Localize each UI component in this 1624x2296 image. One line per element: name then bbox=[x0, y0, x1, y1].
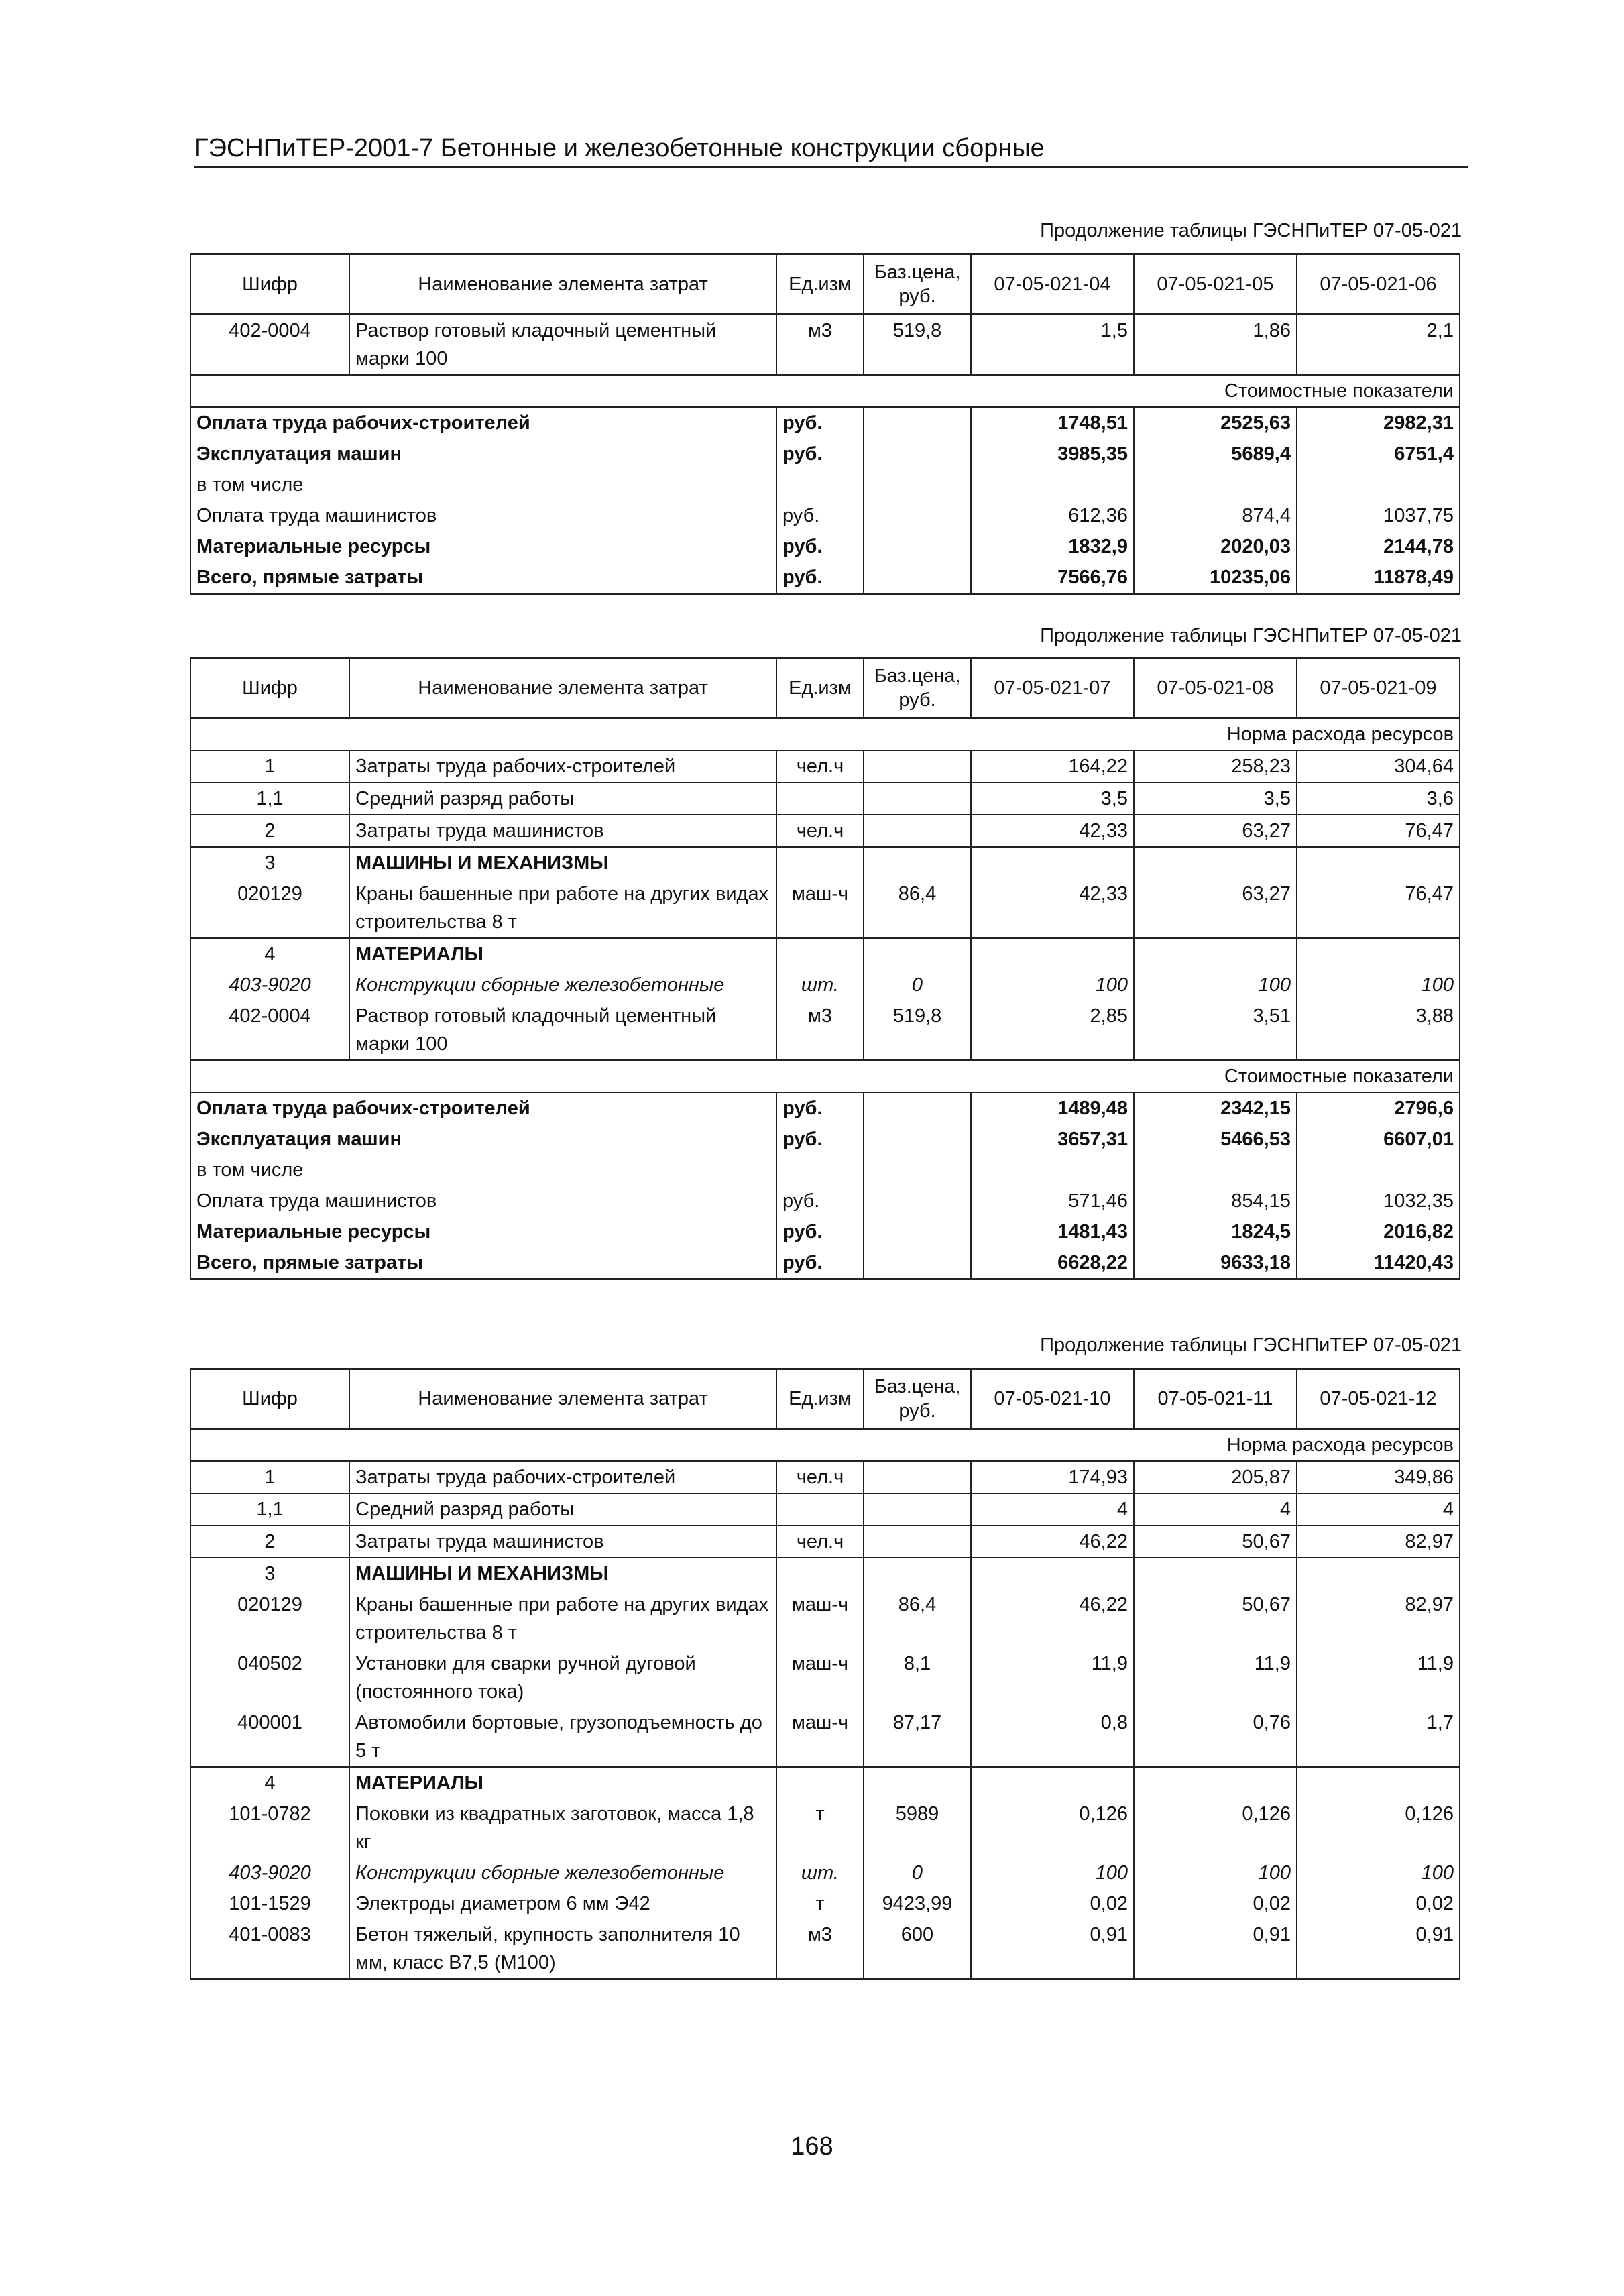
resource-row bbox=[190, 1919, 1460, 1979]
resource-code: 020129 bbox=[190, 1589, 349, 1648]
resource-row bbox=[190, 1526, 1460, 1558]
cost-price bbox=[864, 1186, 971, 1216]
cost-value: 6628,22 bbox=[971, 1247, 1134, 1279]
cost-value: 2525,63 bbox=[1134, 407, 1297, 439]
col-header-unit: Ед.изм bbox=[776, 255, 864, 314]
cost-unit: руб. bbox=[776, 1216, 864, 1247]
resource-name: Раствор готовый кладочный цементный марки 100 bbox=[349, 314, 776, 376]
resource-price: 519,8 bbox=[864, 1000, 971, 1060]
cost-label: Стоимостные показатели bbox=[190, 375, 1460, 407]
resource-code: 101-0782 bbox=[190, 1798, 349, 1857]
resource-code: 400001 bbox=[190, 1707, 349, 1767]
resource-code: 401-0083 bbox=[190, 1919, 349, 1979]
cost-price bbox=[864, 1155, 971, 1186]
cost-value: 1032,35 bbox=[1297, 1186, 1460, 1216]
cost-value bbox=[1297, 1155, 1460, 1186]
cost-value bbox=[1297, 469, 1460, 500]
resource-value: 46,22 bbox=[971, 1526, 1134, 1558]
col-header-rate-code: 07-05-021-11 bbox=[1134, 1369, 1297, 1429]
cost-value: 11420,43 bbox=[1297, 1247, 1460, 1279]
resource-name: Краны башенные при работе на других видах строительства 8 т bbox=[349, 878, 776, 938]
cost-value: 10235,06 bbox=[1134, 562, 1297, 594]
col-header-rate-code: 07-05-021-08 bbox=[1134, 658, 1297, 718]
cost-unit: руб. bbox=[776, 1186, 864, 1216]
cost-value: 2982,31 bbox=[1297, 407, 1460, 439]
col-header-price: Баз.цена, руб. bbox=[864, 658, 971, 718]
resource-value: 0,91 bbox=[1297, 1919, 1460, 1979]
resource-code: 1 bbox=[190, 750, 349, 783]
resource-price: 87,17 bbox=[864, 1707, 971, 1767]
resource-value bbox=[971, 847, 1134, 878]
resource-value: 100 bbox=[971, 970, 1134, 1000]
cost-value: 1748,51 bbox=[971, 407, 1134, 439]
resource-row bbox=[190, 1493, 1460, 1526]
resource-value: 100 bbox=[971, 1857, 1134, 1888]
resource-value: 304,64 bbox=[1297, 750, 1460, 783]
cost-row bbox=[190, 469, 1460, 500]
cost-unit: руб. bbox=[776, 407, 864, 439]
cost-name: Оплата труда рабочих-строителей bbox=[190, 1092, 776, 1124]
table2 bbox=[190, 657, 1460, 1280]
resource-unit: м3 bbox=[776, 1000, 864, 1060]
cost-row bbox=[190, 407, 1460, 439]
resource-code: 1,1 bbox=[190, 1493, 349, 1526]
col-header-rate-code: 07-05-021-07 bbox=[971, 658, 1134, 718]
resource-unit bbox=[776, 1767, 864, 1798]
header-row bbox=[190, 255, 1460, 314]
resource-value: 164,22 bbox=[971, 750, 1134, 783]
header-row bbox=[190, 658, 1460, 718]
resource-value: 63,27 bbox=[1134, 878, 1297, 938]
cost-price bbox=[864, 1092, 971, 1124]
cost-value: 5689,4 bbox=[1134, 439, 1297, 469]
resource-price bbox=[864, 1767, 971, 1798]
resource-value: 1,86 bbox=[1134, 314, 1297, 376]
resource-code: 1 bbox=[190, 1461, 349, 1493]
resource-unit: маш-ч bbox=[776, 1589, 864, 1648]
resource-value: 11,9 bbox=[971, 1648, 1134, 1707]
resource-value: 349,86 bbox=[1297, 1461, 1460, 1493]
resource-row bbox=[190, 314, 1460, 376]
cost-name: в том числе bbox=[190, 1155, 776, 1186]
resource-unit: маш-ч bbox=[776, 1648, 864, 1707]
cost-value: 6751,4 bbox=[1297, 439, 1460, 469]
cost-value: 1489,48 bbox=[971, 1092, 1134, 1124]
resource-value: 11,9 bbox=[1297, 1648, 1460, 1707]
resource-unit bbox=[776, 938, 864, 970]
cost-value: 3657,31 bbox=[971, 1124, 1134, 1155]
resource-price bbox=[864, 938, 971, 970]
cost-price bbox=[864, 469, 971, 500]
resource-code: 3 bbox=[190, 847, 349, 878]
col-header-rate-code: 07-05-021-10 bbox=[971, 1369, 1134, 1429]
cost-value: 2342,15 bbox=[1134, 1092, 1297, 1124]
resource-value: 0,02 bbox=[971, 1888, 1134, 1919]
resource-name: Конструкции сборные железобетонные bbox=[349, 970, 776, 1000]
resource-price bbox=[864, 1558, 971, 1589]
resource-row bbox=[190, 847, 1460, 878]
resource-price: 86,4 bbox=[864, 1589, 971, 1648]
resource-name: Краны башенные при работе на других видах строительства 8 т bbox=[349, 1589, 776, 1648]
cost-name: Оплата труда машинистов bbox=[190, 500, 776, 531]
cost-value bbox=[1134, 469, 1297, 500]
resource-value: 0,02 bbox=[1134, 1888, 1297, 1919]
resource-code: 020129 bbox=[190, 878, 349, 938]
cost-unit bbox=[776, 469, 864, 500]
col-header-unit: Ед.изм bbox=[776, 658, 864, 718]
cost-row bbox=[190, 1186, 1460, 1216]
resource-value: 174,93 bbox=[971, 1461, 1134, 1493]
cost-value: 1037,75 bbox=[1297, 500, 1460, 531]
cost-value bbox=[971, 469, 1134, 500]
resource-name: Автомобили бортовые, грузоподъемность до 5 т bbox=[349, 1707, 776, 1767]
resource-code: 402-0004 bbox=[190, 314, 349, 376]
resource-row bbox=[190, 1461, 1460, 1493]
resource-row bbox=[190, 970, 1460, 1000]
resource-name: Установки для сварки ручной дуговой (постоянного тока) bbox=[349, 1648, 776, 1707]
col-header-name: Наименование элемента затрат bbox=[349, 1369, 776, 1429]
resource-value: 3,6 bbox=[1297, 783, 1460, 815]
col-header-price: Баз.цена, руб. bbox=[864, 255, 971, 314]
resource-row bbox=[190, 1589, 1460, 1648]
resource-name: МАШИНЫ И МЕХАНИЗМЫ bbox=[349, 1558, 776, 1589]
cost-label: Стоимостные показатели bbox=[190, 1060, 1460, 1092]
resource-row bbox=[190, 750, 1460, 783]
resource-unit: т bbox=[776, 1798, 864, 1857]
resource-price bbox=[864, 1526, 971, 1558]
resource-name: Конструкции сборные железобетонные bbox=[349, 1857, 776, 1888]
resource-price: 600 bbox=[864, 1919, 971, 1979]
resource-unit bbox=[776, 1493, 864, 1526]
resource-unit bbox=[776, 847, 864, 878]
cost-value: 1832,9 bbox=[971, 531, 1134, 562]
resource-row bbox=[190, 878, 1460, 938]
header-row bbox=[190, 1369, 1460, 1429]
resource-value: 4 bbox=[971, 1493, 1134, 1526]
cost-name: Материальные ресурсы bbox=[190, 1216, 776, 1247]
resource-value: 0,91 bbox=[971, 1919, 1134, 1979]
cost-value: 3985,35 bbox=[971, 439, 1134, 469]
resource-price: 5989 bbox=[864, 1798, 971, 1857]
cost-row bbox=[190, 439, 1460, 469]
table3-caption: Продолжение таблицы ГЭСНПиТЕР 07-05-021 bbox=[1040, 1334, 1462, 1356]
resource-value: 3,51 bbox=[1134, 1000, 1297, 1060]
col-header-name: Наименование элемента затрат bbox=[349, 255, 776, 314]
resource-unit: м3 bbox=[776, 314, 864, 376]
resource-value bbox=[1134, 1558, 1297, 1589]
resource-name: Затраты труда машинистов bbox=[349, 815, 776, 847]
resource-row bbox=[190, 1888, 1460, 1919]
col-header-rate-code: 07-05-021-06 bbox=[1297, 255, 1460, 314]
col-header-unit: Ед.изм bbox=[776, 1369, 864, 1429]
resource-code: 040502 bbox=[190, 1648, 349, 1707]
resource-value: 258,23 bbox=[1134, 750, 1297, 783]
resource-value bbox=[971, 1767, 1134, 1798]
col-header-code: Шифр bbox=[190, 255, 349, 314]
col-header-rate-code: 07-05-021-04 bbox=[971, 255, 1134, 314]
resource-value: 4 bbox=[1297, 1493, 1460, 1526]
col-header-price: Баз.цена, руб. bbox=[864, 1369, 971, 1429]
resource-value: 82,97 bbox=[1297, 1589, 1460, 1648]
cost-price bbox=[864, 1124, 971, 1155]
resource-name: Затраты труда рабочих-строителей bbox=[349, 750, 776, 783]
resource-value: 0,76 bbox=[1134, 1707, 1297, 1767]
cost-name: Эксплуатация машин bbox=[190, 1124, 776, 1155]
cost-row bbox=[190, 531, 1460, 562]
cost-unit: руб. bbox=[776, 562, 864, 594]
resource-row bbox=[190, 938, 1460, 970]
cost-name: Материальные ресурсы bbox=[190, 531, 776, 562]
resource-value: 0,91 bbox=[1134, 1919, 1297, 1979]
resource-price bbox=[864, 783, 971, 815]
cost-name: Оплата труда машинистов bbox=[190, 1186, 776, 1216]
resource-name: Затраты труда машинистов bbox=[349, 1526, 776, 1558]
resource-unit: маш-ч bbox=[776, 1707, 864, 1767]
resource-value: 76,47 bbox=[1297, 815, 1460, 847]
cost-unit: руб. bbox=[776, 439, 864, 469]
cost-row bbox=[190, 1216, 1460, 1247]
cost-price bbox=[864, 531, 971, 562]
resource-code: 101-1529 bbox=[190, 1888, 349, 1919]
resource-value bbox=[1134, 938, 1297, 970]
resource-code: 1,1 bbox=[190, 783, 349, 815]
resource-price bbox=[864, 1493, 971, 1526]
col-header-rate-code: 07-05-021-12 bbox=[1297, 1369, 1460, 1429]
resource-value: 1,5 bbox=[971, 314, 1134, 376]
page-header: ГЭСНПиТЕР-2001-7 Бетонные и железобетонные конструкции сборные bbox=[194, 134, 1468, 168]
cost-value: 612,36 bbox=[971, 500, 1134, 531]
resource-row bbox=[190, 1000, 1460, 1060]
resource-unit: м3 bbox=[776, 1919, 864, 1979]
cost-value: 7566,76 bbox=[971, 562, 1134, 594]
resource-name: Средний разряд работы bbox=[349, 783, 776, 815]
col-header-code: Шифр bbox=[190, 658, 349, 718]
resource-value bbox=[1134, 847, 1297, 878]
resource-unit: т bbox=[776, 1888, 864, 1919]
cost-value: 571,46 bbox=[971, 1186, 1134, 1216]
resource-value: 100 bbox=[1297, 1857, 1460, 1888]
resource-value: 50,67 bbox=[1134, 1589, 1297, 1648]
resource-unit: шт. bbox=[776, 970, 864, 1000]
col-header-code: Шифр bbox=[190, 1369, 349, 1429]
resource-unit: маш-ч bbox=[776, 878, 864, 938]
resource-value: 46,22 bbox=[971, 1589, 1134, 1648]
cost-row bbox=[190, 1124, 1460, 1155]
resource-code: 2 bbox=[190, 815, 349, 847]
resource-price bbox=[864, 1461, 971, 1493]
resource-value: 63,27 bbox=[1134, 815, 1297, 847]
resource-code: 402-0004 bbox=[190, 1000, 349, 1060]
col-header-rate-code: 07-05-021-05 bbox=[1134, 255, 1297, 314]
cost-value: 874,4 bbox=[1134, 500, 1297, 531]
cost-name: в том числе bbox=[190, 469, 776, 500]
resource-row bbox=[190, 1798, 1460, 1857]
cost-row bbox=[190, 1092, 1460, 1124]
resource-value: 3,5 bbox=[971, 783, 1134, 815]
col-header-name: Наименование элемента затрат bbox=[349, 658, 776, 718]
cost-unit: руб. bbox=[776, 1124, 864, 1155]
resource-name: МАШИНЫ И МЕХАНИЗМЫ bbox=[349, 847, 776, 878]
cost-value: 6607,01 bbox=[1297, 1124, 1460, 1155]
resource-value: 3,88 bbox=[1297, 1000, 1460, 1060]
cost-row bbox=[190, 562, 1460, 594]
resource-value bbox=[1297, 847, 1460, 878]
resource-unit: чел.ч bbox=[776, 815, 864, 847]
cost-value: 2016,82 bbox=[1297, 1216, 1460, 1247]
table1-caption: Продолжение таблицы ГЭСНПиТЕР 07-05-021 bbox=[1040, 220, 1462, 241]
cost-unit bbox=[776, 1155, 864, 1186]
cost-unit: руб. bbox=[776, 1247, 864, 1279]
cost-row bbox=[190, 500, 1460, 531]
resource-value: 100 bbox=[1297, 970, 1460, 1000]
cost-value bbox=[971, 1155, 1134, 1186]
resource-price: 9423,99 bbox=[864, 1888, 971, 1919]
resource-value: 82,97 bbox=[1297, 1526, 1460, 1558]
resource-name: МАТЕРИАЛЫ bbox=[349, 938, 776, 970]
norm-label: Норма расхода ресурсов bbox=[190, 718, 1460, 751]
cost-row bbox=[190, 1155, 1460, 1186]
resource-unit bbox=[776, 783, 864, 815]
cost-row bbox=[190, 1247, 1460, 1279]
resource-code: 3 bbox=[190, 1558, 349, 1589]
resource-value: 11,9 bbox=[1134, 1648, 1297, 1707]
cost-value: 2020,03 bbox=[1134, 531, 1297, 562]
resource-row bbox=[190, 1767, 1460, 1798]
table3 bbox=[190, 1368, 1460, 1980]
resource-price bbox=[864, 750, 971, 783]
resource-value: 42,33 bbox=[971, 878, 1134, 938]
resource-unit bbox=[776, 1558, 864, 1589]
resource-unit: чел.ч bbox=[776, 750, 864, 783]
resource-value bbox=[971, 1558, 1134, 1589]
cost-value: 1824,5 bbox=[1134, 1216, 1297, 1247]
resource-value bbox=[971, 938, 1134, 970]
resource-row bbox=[190, 783, 1460, 815]
resource-name: Раствор готовый кладочный цементный марки 100 bbox=[349, 1000, 776, 1060]
cost-price bbox=[864, 407, 971, 439]
resource-row bbox=[190, 1648, 1460, 1707]
resource-name: Поковки из квадратных заготовок, масса 1,8 кг bbox=[349, 1798, 776, 1857]
resource-price bbox=[864, 815, 971, 847]
norm-label-row bbox=[190, 718, 1460, 751]
cost-value: 9633,18 bbox=[1134, 1247, 1297, 1279]
cost-value: 1481,43 bbox=[971, 1216, 1134, 1247]
norm-label-row bbox=[190, 1429, 1460, 1462]
cost-value bbox=[1134, 1155, 1297, 1186]
resource-value: 3,5 bbox=[1134, 783, 1297, 815]
resource-value: 0,126 bbox=[1297, 1798, 1460, 1857]
resource-row bbox=[190, 1857, 1460, 1888]
resource-value: 100 bbox=[1134, 970, 1297, 1000]
resource-name: Бетон тяжелый, крупность заполнителя 10 мм, класс В7,5 (М100) bbox=[349, 1919, 776, 1979]
resource-price: 8,1 bbox=[864, 1648, 971, 1707]
resource-value bbox=[1297, 1558, 1460, 1589]
page-number: 168 bbox=[791, 2132, 833, 2161]
resource-price: 0 bbox=[864, 1857, 971, 1888]
resource-code: 403-9020 bbox=[190, 970, 349, 1000]
resource-value: 0,126 bbox=[1134, 1798, 1297, 1857]
cost-price bbox=[864, 500, 971, 531]
resource-unit: чел.ч bbox=[776, 1461, 864, 1493]
resource-code: 4 bbox=[190, 1767, 349, 1798]
cost-value: 11878,49 bbox=[1297, 562, 1460, 594]
cost-value: 854,15 bbox=[1134, 1186, 1297, 1216]
resource-value: 1,7 bbox=[1297, 1707, 1460, 1767]
resource-value: 0,126 bbox=[971, 1798, 1134, 1857]
table2-caption: Продолжение таблицы ГЭСНПиТЕР 07-05-021 bbox=[1040, 625, 1462, 646]
cost-price bbox=[864, 562, 971, 594]
resource-value: 2,85 bbox=[971, 1000, 1134, 1060]
cost-unit: руб. bbox=[776, 531, 864, 562]
resource-row bbox=[190, 815, 1460, 847]
cost-name: Всего, прямые затраты bbox=[190, 562, 776, 594]
resource-value bbox=[1297, 938, 1460, 970]
resource-value: 2,1 bbox=[1297, 314, 1460, 376]
cost-value: 2144,78 bbox=[1297, 531, 1460, 562]
resource-name: Затраты труда рабочих-строителей bbox=[349, 1461, 776, 1493]
resource-row bbox=[190, 1707, 1460, 1767]
resource-value: 42,33 bbox=[971, 815, 1134, 847]
resource-value: 100 bbox=[1134, 1857, 1297, 1888]
resource-price: 519,8 bbox=[864, 314, 971, 376]
cost-price bbox=[864, 1247, 971, 1279]
col-header-rate-code: 07-05-021-09 bbox=[1297, 658, 1460, 718]
resource-value: 76,47 bbox=[1297, 878, 1460, 938]
resource-code: 403-9020 bbox=[190, 1857, 349, 1888]
cost-value: 5466,53 bbox=[1134, 1124, 1297, 1155]
resource-value bbox=[1297, 1767, 1460, 1798]
resource-price bbox=[864, 847, 971, 878]
cost-name: Всего, прямые затраты bbox=[190, 1247, 776, 1279]
resource-unit: шт. bbox=[776, 1857, 864, 1888]
cost-value: 2796,6 bbox=[1297, 1092, 1460, 1124]
resource-value: 4 bbox=[1134, 1493, 1297, 1526]
resource-name: МАТЕРИАЛЫ bbox=[349, 1767, 776, 1798]
resource-name: Средний разряд работы bbox=[349, 1493, 776, 1526]
cost-unit: руб. bbox=[776, 1092, 864, 1124]
cost-name: Эксплуатация машин bbox=[190, 439, 776, 469]
table1 bbox=[190, 253, 1460, 595]
resource-value: 0,8 bbox=[971, 1707, 1134, 1767]
cost-label-row bbox=[190, 1060, 1460, 1092]
resource-code: 2 bbox=[190, 1526, 349, 1558]
cost-unit: руб. bbox=[776, 500, 864, 531]
cost-price bbox=[864, 1216, 971, 1247]
resource-value: 50,67 bbox=[1134, 1526, 1297, 1558]
cost-name: Оплата труда рабочих-строителей bbox=[190, 407, 776, 439]
resource-code: 4 bbox=[190, 938, 349, 970]
resource-unit: чел.ч bbox=[776, 1526, 864, 1558]
resource-price: 0 bbox=[864, 970, 971, 1000]
resource-value: 205,87 bbox=[1134, 1461, 1297, 1493]
norm-label: Норма расхода ресурсов bbox=[190, 1429, 1460, 1462]
cost-label-row bbox=[190, 375, 1460, 407]
resource-value bbox=[1134, 1767, 1297, 1798]
resource-row bbox=[190, 1558, 1460, 1589]
resource-value: 0,02 bbox=[1297, 1888, 1460, 1919]
resource-name: Электроды диаметром 6 мм Э42 bbox=[349, 1888, 776, 1919]
cost-price bbox=[864, 439, 971, 469]
resource-price: 86,4 bbox=[864, 878, 971, 938]
